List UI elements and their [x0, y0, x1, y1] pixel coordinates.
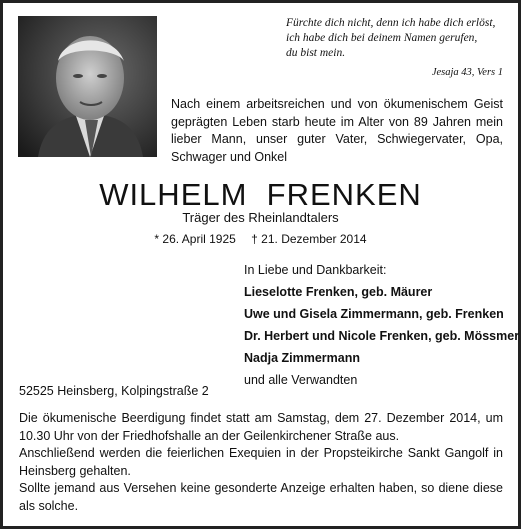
quote-line: du bist mein. [286, 47, 346, 59]
portrait-photo [18, 16, 157, 157]
portrait-image [18, 16, 157, 157]
death-date: † 21. Dezember 2014 [251, 232, 367, 246]
mourner-name: Lieselotte Frenken, geb. Mäurer [244, 285, 433, 299]
funeral-details [19, 410, 503, 515]
family-address: 52525 Heinsberg, Kolpingstraße 2 [19, 384, 209, 398]
mourners-heading: In Liebe und Dankbarkeit: [244, 263, 387, 277]
quote-line: Fürchte dich nicht, denn ich habe dich erlöst, [286, 17, 496, 29]
quote-line: ich habe dich bei deinem Namen gerufen, [286, 32, 478, 44]
mourners-closing: und alle Verwandten [244, 373, 358, 387]
funeral-paragraph: Sollte jemand aus Versehen keine gesonderte Anzeige erhalten haben, so diene diese als solche. [19, 481, 503, 513]
deceased-name: WILHELM FRENKEN [99, 177, 422, 212]
bible-quote [286, 16, 503, 80]
mourner-name: Uwe und Gisela Zimmermann, geb. Frenken [244, 307, 504, 321]
life-dates [0, 232, 521, 246]
deceased-title: Träger des Rheinlandtalers [182, 210, 339, 225]
mourner-name: Nadja Zimmermann [244, 351, 361, 365]
mourners-list [244, 259, 519, 391]
mourner-name: Dr. Herbert und Nicole Frenken, geb. Mössmer [244, 329, 520, 343]
funeral-paragraph: Die ökumenische Beerdigung findet statt am Samstag, dem 27. Dezember 2014, um 10.30 Uhr von der Friedhofshalle an der Geilenkirchener Straße aus. [19, 411, 503, 443]
intro-text: Nach einem arbeitsreichen und von ökumenischem Geist geprägten Leben starb heute im Alter von 89 Jahren mein lieber Mann, unser guter Vater, Schwiegervater, Opa, Schwager und Onkel [171, 97, 503, 164]
birth-date: * 26. April 1925 [154, 232, 236, 246]
funeral-paragraph: Anschließend werden die feierlichen Exequien in der Propsteikirche Sankt Gangolf in Heinsberg gehalten. [19, 446, 503, 478]
quote-source: Jesaja 43, Vers 1 [431, 67, 503, 78]
